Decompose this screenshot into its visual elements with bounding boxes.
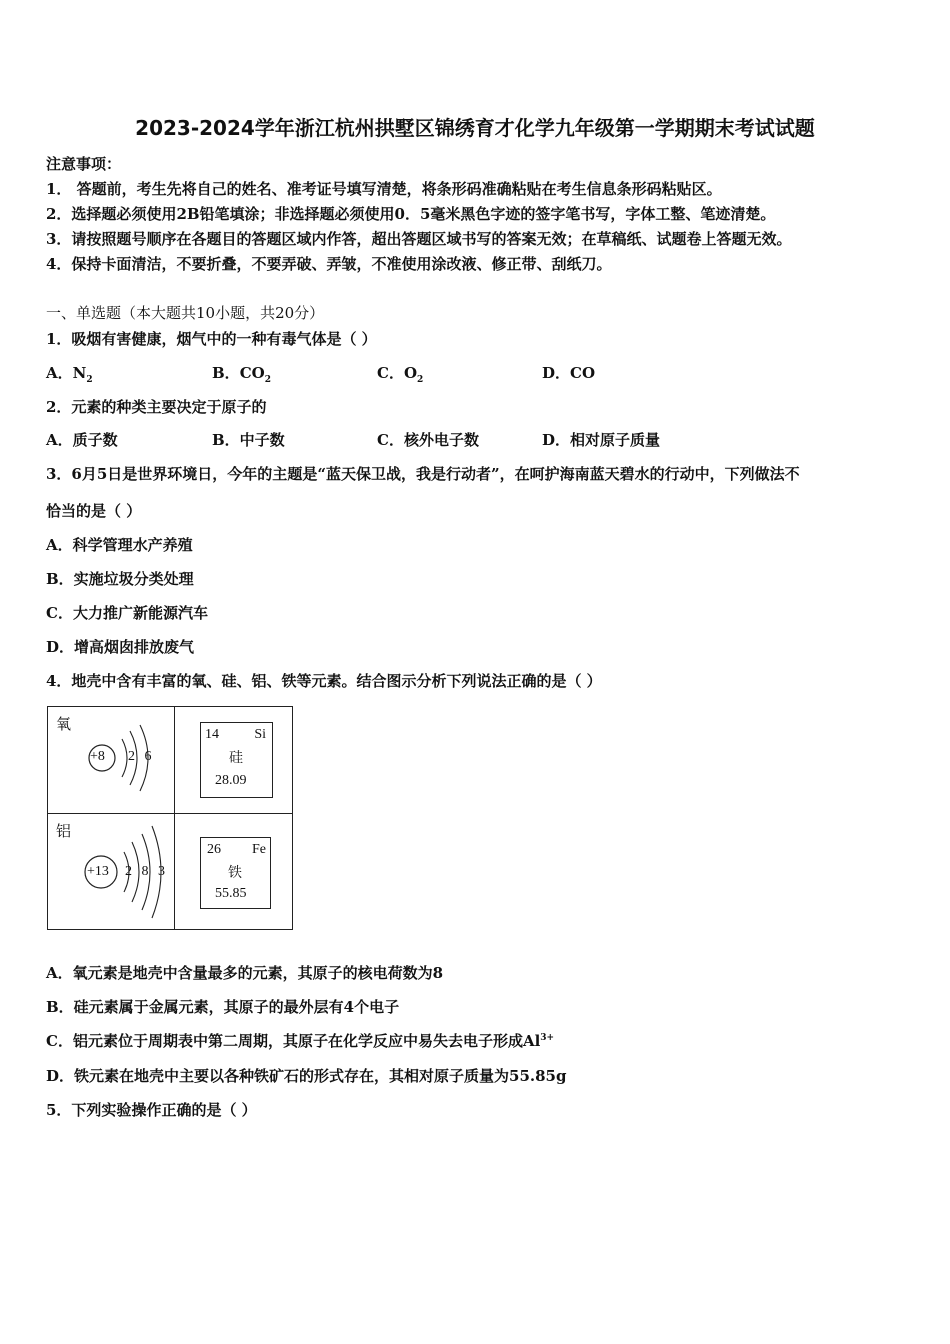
q3-stem-line2: 恰当的是（ ） (46, 502, 142, 520)
exam-title: 2023-2024学年浙江杭州拱墅区锦绣育才化学九年级第一学期期末考试试题 (135, 116, 815, 140)
notice-heading: 注意事项： (46, 155, 122, 173)
iron-name: 铁 (228, 866, 242, 881)
q4-option-c: C．铝元素位于周期表中第二周期，其原子在化学反应中易失去电子形成$Al^{3+}$ (46, 1032, 555, 1050)
q4-option-a: A．氧元素是地壳中含量最多的元素，其原子的核电荷数为8 (46, 964, 444, 982)
notice-item-2: 2．选择题必须使用2B铅笔填涂；非选择题必须使用0．5毫米黑色字迹的签字笔书写，字体工整、笔迹清楚。 (46, 205, 776, 223)
q2-option-b: B．中子数 (212, 431, 285, 449)
silicon-mass: 28.09 (215, 773, 247, 788)
q2-stem: 2．元素的种类主要决定于原子的 (46, 398, 267, 416)
section-heading: 一、单选题（本大题共10小题，共20分） (46, 304, 325, 322)
notice-item-3: 3．请按照题号顺序在各题目的答题区域内作答，超出答题区域书写的答案无效；在草稿纸、试题卷上答题无效。 (46, 230, 792, 248)
aluminum-cell (47, 813, 175, 930)
notice-item-4: 4．保持卡面清洁，不要折叠，不要弄破、弄皱，不准使用涂改液、修正带、刮纸刀。 (46, 255, 612, 273)
notice-item-1: 1． 答题前，考生先将自己的姓名、准考证号填写清楚，将条形码准确粘贴在考生信息条形码粘贴区。 (46, 180, 722, 198)
iron-cell (174, 813, 293, 930)
q4-element-figure (47, 706, 293, 930)
q4-option-d: D．铁元素在地壳中主要以各种铁矿石的形式存在，其相对原子质量为55.85g (46, 1067, 567, 1085)
q2-option-a: A．质子数 (46, 431, 118, 449)
iron-number: 26 (207, 842, 221, 857)
aluminum-shells: 2 8 3 (125, 864, 168, 879)
oxygen-name: 氧 (56, 715, 72, 733)
q2-option-d: D．相对原子质量 (542, 431, 661, 449)
oxygen-shells: 2 6 (128, 749, 155, 764)
q1-option-d: D．CO (542, 364, 596, 382)
silicon-symbol: Si (254, 727, 266, 742)
q3-option-d: D．增高烟囱排放废气 (46, 638, 195, 656)
q3-stem-line1: 3．6月5日是世界环境日，今年的主题是“蓝天保卫战，我是行动者”，在呵护海南蓝天碧水的行动中，下列做法不 (46, 465, 800, 483)
q3-option-b: B．实施垃圾分类处理 (46, 570, 194, 588)
q1-option-a: A．$N_2$ (46, 364, 93, 385)
q4-stem: 4．地壳中含有丰富的氧、硅、铝、铁等元素。结合图示分析下列说法正确的是（ ） (46, 672, 602, 690)
silicon-number: 14 (205, 727, 219, 742)
oxygen-nucleus: +8 (90, 749, 105, 764)
oxygen-cell (47, 706, 175, 814)
q1-option-c: C．$O_2$ (377, 364, 424, 385)
iron-symbol: Fe (252, 842, 266, 857)
aluminum-nucleus: +13 (87, 864, 109, 879)
aluminum-name: 铝 (56, 822, 72, 840)
silicon-name: 硅 (229, 751, 243, 766)
q3-option-a: A．科学管理水产养殖 (46, 536, 193, 554)
q5-stem: 5．下列实验操作正确的是（ ） (46, 1101, 257, 1119)
iron-mass: 55.85 (215, 886, 247, 901)
oxygen-atom-diagram (48, 707, 174, 813)
silicon-cell (174, 706, 293, 814)
q1-option-b: B．$CO_2$ (212, 364, 271, 385)
q2-option-c: C．核外电子数 (377, 431, 479, 449)
q3-option-c: C．大力推广新能源汽车 (46, 604, 208, 622)
q1-stem: 1．吸烟有害健康，烟气中的一种有毒气体是（ ） (46, 330, 377, 348)
q4-option-b: B．硅元素属于金属元素，其原子的最外层有4个电子 (46, 998, 400, 1016)
iron-tile (200, 837, 271, 909)
silicon-tile (200, 722, 273, 798)
